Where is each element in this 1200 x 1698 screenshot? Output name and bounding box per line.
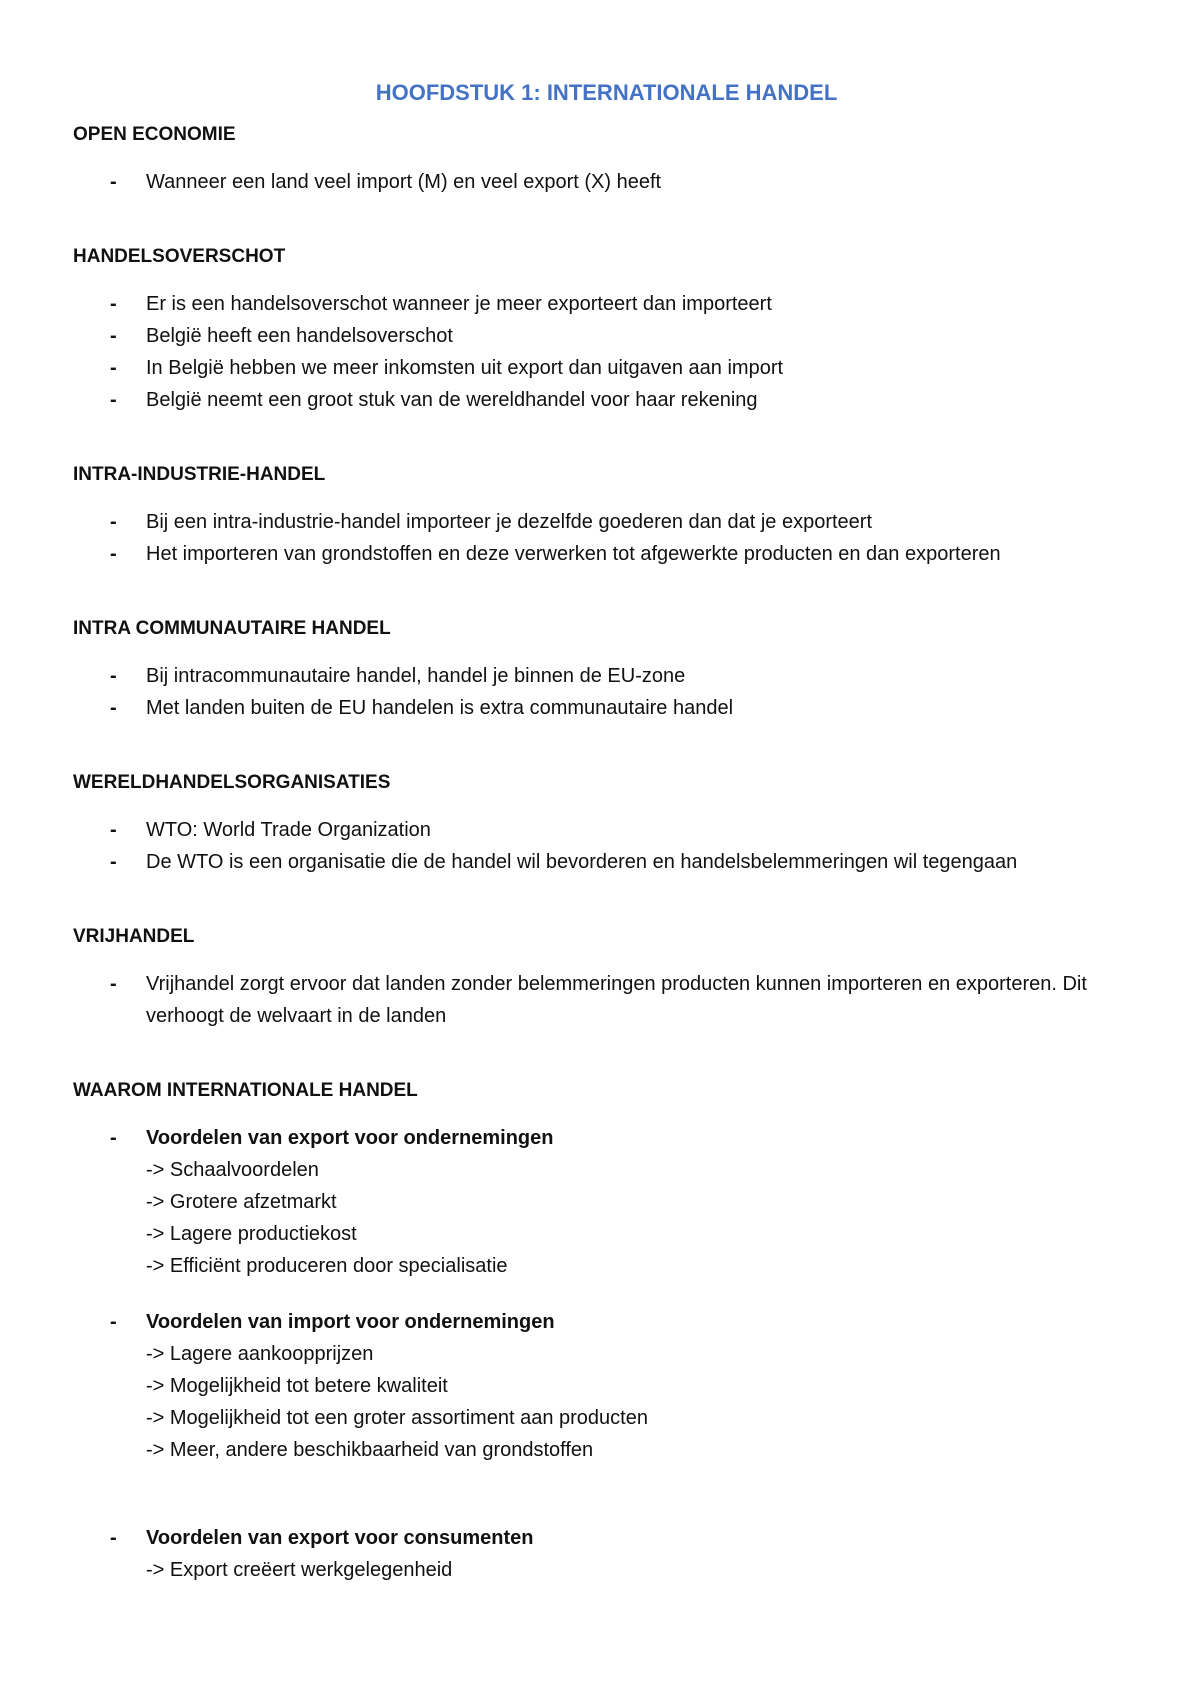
arrow-point: -> Mogelijkheid tot een groter assortiment aan producten xyxy=(146,1407,648,1429)
section-handelsoverschot xyxy=(73,241,1140,416)
bullet-list xyxy=(73,1306,1140,1466)
bullet-list xyxy=(73,1122,1140,1282)
list-item-export-ondernemingen xyxy=(73,1122,1140,1282)
section-intra-communautaire-handel xyxy=(73,613,1140,724)
list-item: - België heeft een handelsoverschot xyxy=(73,320,1140,352)
list-item: - Er is een handelsoverschot wanneer je meer exporteert dan importeert xyxy=(73,288,1140,320)
subsection-title: Voordelen van import voor ondernemingen xyxy=(146,1311,555,1333)
bullet-list xyxy=(73,166,1140,198)
subsection-title: Voordelen van export voor ondernemingen xyxy=(146,1127,554,1149)
bullet-list xyxy=(73,660,1140,724)
arrow-point: -> Meer, andere beschikbaarheid van grondstoffen xyxy=(146,1439,594,1461)
list-item: - Wanneer een land veel import (M) en veel export (X) heeft xyxy=(73,166,1140,198)
list-item: - De WTO is een organisatie die de handel wil bevorderen en handelsbelemmeringen wil tegengaan xyxy=(73,846,1140,878)
arrow-point: -> Schaalvoordelen xyxy=(146,1159,319,1181)
section-intra-industrie-handel xyxy=(73,459,1140,570)
arrow-point: -> Mogelijkheid tot betere kwaliteit xyxy=(146,1375,448,1397)
section-wereldhandelsorganisaties xyxy=(73,767,1140,878)
list-item: - Vrijhandel zorgt ervoor dat landen zonder belemmeringen producten kunnen importeren en exporteren. Dit verhoogt de welvaart in de landen xyxy=(73,968,1140,1032)
arrow-point: -> Lagere aankoopprijzen xyxy=(146,1343,374,1365)
bullet-list xyxy=(73,814,1140,878)
list-item: - België neemt een groot stuk van de wereldhandel voor haar rekening xyxy=(73,384,1140,416)
list-item: - WTO: World Trade Organization xyxy=(73,814,1140,846)
section-waarom-internationale-handel xyxy=(73,1075,1140,1586)
page-title: HOOFDSTUK 1: INTERNATIONALE HANDEL xyxy=(375,80,838,105)
section-heading: WERELDHANDELSORGANISATIES xyxy=(73,772,391,793)
bullet-list xyxy=(73,506,1140,570)
arrow-point: -> Grotere afzetmarkt xyxy=(146,1191,337,1213)
spacer xyxy=(73,1282,1140,1306)
arrow-point: -> Lagere productiekost xyxy=(146,1223,357,1245)
section-heading: OPEN ECONOMIE xyxy=(73,124,236,145)
arrow-point: -> Export creëert werkgelegenheid xyxy=(146,1559,453,1581)
bullet-list xyxy=(73,1522,1140,1586)
list-item: - Met landen buiten de EU handelen is extra communautaire handel xyxy=(73,692,1140,724)
subsection-title: Voordelen van export voor consumenten xyxy=(146,1527,534,1549)
section-open-economie xyxy=(73,119,1140,198)
bullet-list xyxy=(73,288,1140,416)
list-item-import-ondernemingen xyxy=(73,1306,1140,1466)
section-heading: INTRA COMMUNAUTAIRE HANDEL xyxy=(73,618,391,639)
section-heading: INTRA-INDUSTRIE-HANDEL xyxy=(73,464,326,485)
bullet-list xyxy=(73,968,1140,1032)
list-item-export-consumenten xyxy=(73,1522,1140,1586)
list-item: - Bij intracommunautaire handel, handel je binnen de EU-zone xyxy=(73,660,1140,692)
section-heading: VRIJHANDEL xyxy=(73,926,195,947)
section-heading: HANDELSOVERSCHOT xyxy=(73,246,286,267)
arrow-point: -> Efficiënt produceren door specialisatie xyxy=(146,1255,508,1277)
section-heading: WAAROM INTERNATIONALE HANDEL xyxy=(73,1080,418,1101)
list-item: - In België hebben we meer inkomsten uit export dan uitgaven aan import xyxy=(73,352,1140,384)
list-item: - Het importeren van grondstoffen en deze verwerken tot afgewerkte producten en dan exporteren xyxy=(73,538,1140,570)
spacer xyxy=(73,1466,1140,1522)
list-item: - Bij een intra-industrie-handel importeer je dezelfde goederen dan dat je exporteert xyxy=(73,506,1140,538)
section-vrijhandel xyxy=(73,921,1140,1032)
